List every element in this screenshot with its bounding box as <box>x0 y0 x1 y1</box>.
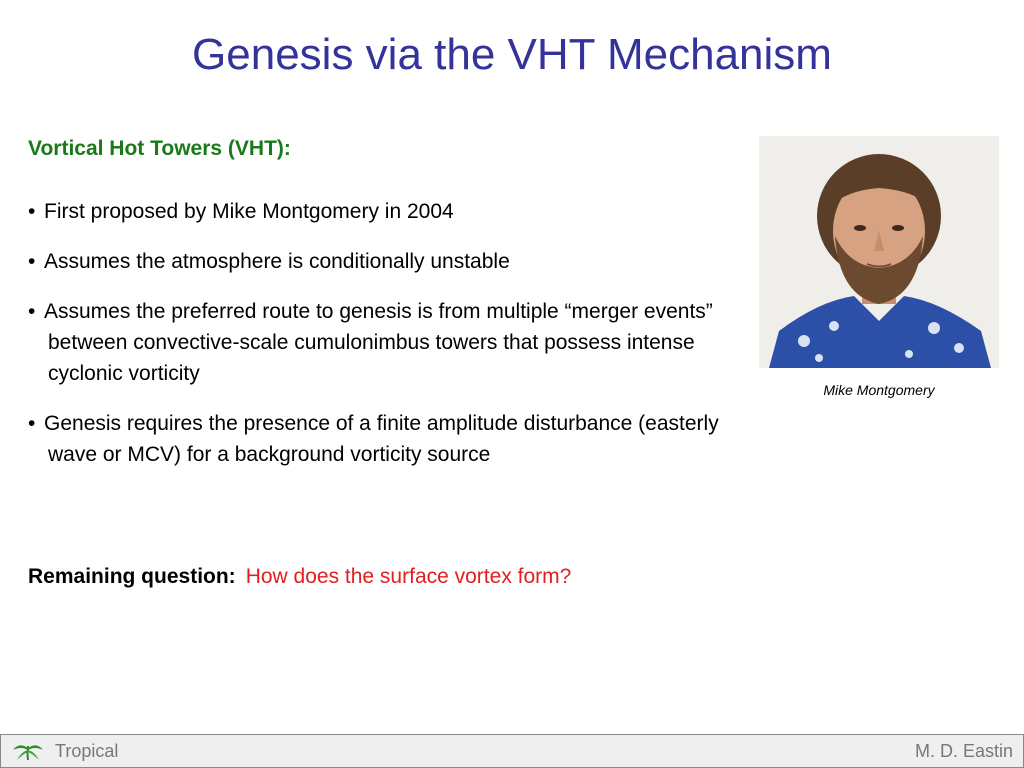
bullet-text: Assumes the atmosphere is conditionally unstable <box>44 250 510 273</box>
palm-leaves-icon <box>11 740 45 762</box>
section-heading: Vortical Hot Towers (VHT): <box>28 137 291 160</box>
portrait-illustration <box>759 136 999 368</box>
bullet-dot: • <box>28 300 36 323</box>
bullet-list <box>28 196 728 489</box>
bullet-item <box>28 296 728 389</box>
bullet-dot: • <box>28 412 36 435</box>
bullet-dot: • <box>28 250 36 273</box>
slide-title: Genesis via the VHT Mechanism <box>192 30 832 79</box>
question-text: How does the surface vortex form? <box>245 565 572 588</box>
remaining-question <box>28 565 571 589</box>
footer-course-title: Tropical <box>55 741 119 761</box>
bullet-item <box>28 246 728 277</box>
bullet-text: Assumes the preferred route to genesis is from multiple “merger events” between convective-scale cumulonimbus towers that possess intense cyclonic vorticity <box>44 300 713 385</box>
slide-footer <box>0 734 1024 768</box>
portrait-photo <box>759 136 999 368</box>
bullet-dot: • <box>28 200 36 223</box>
bullet-item <box>28 408 728 470</box>
question-label: Remaining question: <box>28 565 236 588</box>
bullet-text: Genesis requires the presence of a finite amplitude disturbance (easterly wave or MCV) for a background vorticity source <box>44 412 719 466</box>
bullet-item <box>28 196 728 227</box>
bullet-text: First proposed by Mike Montgomery in 2004 <box>44 200 454 223</box>
footer-author: M. D. Eastin <box>914 741 1013 761</box>
photo-caption: Mike Montgomery <box>823 382 935 398</box>
